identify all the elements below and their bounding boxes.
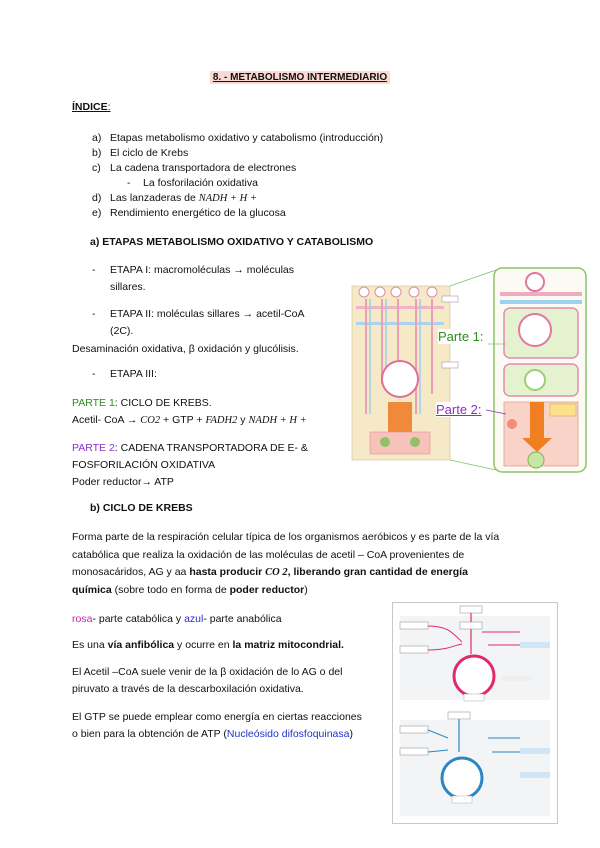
etapa-3: - ETAPA III: xyxy=(92,368,157,380)
toc-item: c) La cadena transportadora de electrones xyxy=(92,162,297,174)
table-of-contents xyxy=(92,131,383,221)
parte-1-figure-label: Parte 1: xyxy=(438,329,484,344)
acetil-origin-text: El Acetil –CoA suele venir de la β oxidación de lo AG o del piruvato a través de la descarboxilación oxidativa. xyxy=(72,666,343,695)
zoom-orange-arrow xyxy=(530,402,544,438)
poder-reductor-line: Poder reductor→ ATP xyxy=(72,476,174,488)
schematic-orange-bar xyxy=(388,402,412,432)
parte-2-line: PARTE 2: CADENA TRANSPORTADORA DE E- & xyxy=(72,442,308,454)
parte-2-figure-label: Parte 2: xyxy=(436,402,482,417)
gtp-text: El GTP se puede emplear como energía en ciertas reacciones o bien para la obtención de ATP (Nucleósido difosfoquinasa) xyxy=(72,711,362,740)
anfibolica-text: Es una vía anfibólica y ocurre en la matriz mitocondrial. xyxy=(72,639,344,651)
toc-item: b) El ciclo de Krebs xyxy=(92,147,189,159)
krebs-amphibolic-diagram xyxy=(392,602,558,824)
toc-item: d) Las lanzaderas de NADH + H + xyxy=(92,192,257,204)
section-a-heading: a) ETAPAS METABOLISMO OXIDATIVO Y CATABOLISMO xyxy=(90,236,374,248)
index-heading: ÍNDICE: xyxy=(72,101,111,113)
metabolism-diagram xyxy=(350,264,590,474)
color-legend: rosa- parte catabólica y azul- parte anabólica xyxy=(72,613,282,625)
toc-subitem: - La fosforilación oxidativa xyxy=(127,177,258,189)
page-title: 8. - METABOLISMO INTERMEDIARIO xyxy=(0,72,600,83)
parte-1-line: PARTE 1: CICLO DE KREBS. xyxy=(72,397,212,409)
parte-2-line-2: FOSFORILACIÓN OXIDATIVA xyxy=(72,459,216,471)
anabolic-krebs-circle xyxy=(442,758,482,798)
toc-item: e) Rendimiento energético de la glucosa xyxy=(92,207,286,219)
acetil-equation: Acetil- CoA → CO2 + GTP + FADH2 y NADH + H + xyxy=(72,414,307,426)
toc-item: a) Etapas metabolismo oxidativo y catabolismo (introducción) xyxy=(92,132,384,144)
zoom-krebs-circle xyxy=(519,314,551,346)
etapa-1: - ETAPA I: macromoléculas → moléculas sillares. xyxy=(92,264,295,293)
schematic-krebs-circle xyxy=(382,361,418,397)
etapa-2: - ETAPA II: moléculas sillares → acetil-CoA (2C). xyxy=(92,308,305,337)
catabolic-krebs-circle xyxy=(454,656,494,696)
desaminacion-text: Desaminación oxidativa, β oxidación y glucólisis. xyxy=(72,343,299,355)
section-b-heading: b) CICLO DE KREBS xyxy=(90,502,193,514)
krebs-paragraph: Forma parte de la respiración celular típica de los organismos aeróbicos y es parte de la vía catabólica que realiza la oxidación de las moléculas de acetil – CoA provenientes de monosacáridos, AG y aa hasta producir CO 2, liberando gran cantidad de energía química (sobre todo en forma de poder reductor) xyxy=(72,531,500,596)
